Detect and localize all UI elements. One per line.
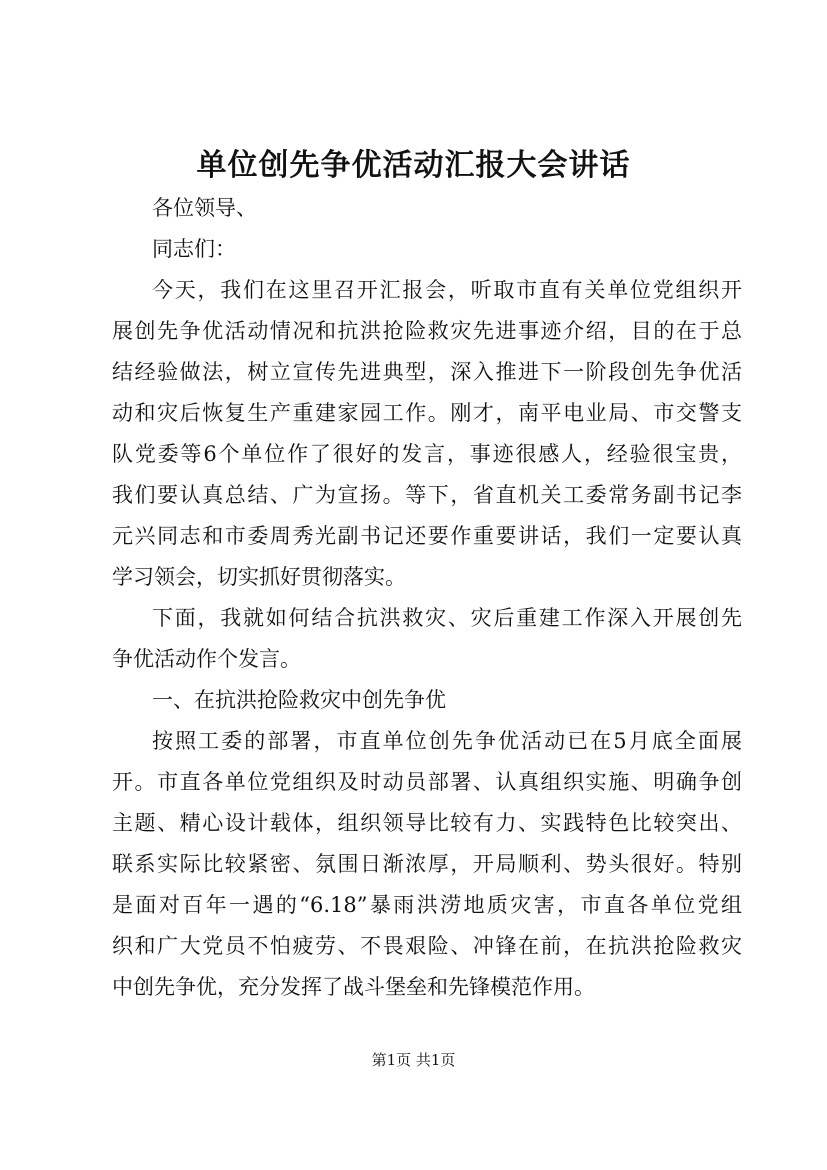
text-line: 展创先争优活动情况和抗洪抢险救灾先进事迹介绍，目的在于总 [112,319,742,343]
text-line: 同志们： [152,237,236,261]
text-line: 动和灾后恢复生产重建家园工作。刚才，南平电业局、市交警支 [112,401,742,425]
text-line: 开。市直各单位党组织及时动员部署、认真组织实施、明确争创 [112,770,742,794]
text-line: 今天，我们在这里召开汇报会，听取市直有关单位党组织开 [152,278,742,302]
page-footer: 第1页 共1页 [371,1051,456,1069]
text-line: 结经验做法，树立宣传先进典型，深入推进下一阶段创先争优活 [112,360,742,384]
text-line: 下面，我就如何结合抗洪救灾、灾后重建工作深入开展创先 [152,606,742,630]
text-line: 元兴同志和市委周秀光副书记还要作重要讲话，我们一定要认真 [112,524,742,548]
text-line: 按照工委的部署，市直单位创先争优活动已在5月底全面展 [152,729,742,753]
text-line: 队党委等6个单位作了很好的发言，事迹很感人，经验很宝贵， [112,442,742,466]
text-line: 争优活动作个发言。 [112,647,301,671]
text-line: 学习领会，切实抓好贯彻落实。 [112,565,406,589]
text-line: 织和广大党员不怕疲劳、不畏艰险、冲锋在前，在抗洪抢险救灾 [112,934,742,958]
text-line: 中创先争优，充分发挥了战斗堡垒和先锋模范作用。 [112,975,595,999]
text-line: 是面对百年一遇的“6.18”暴雨洪涝地质灾害，市直各单位党组 [112,893,742,917]
document-body [112,188,742,1008]
text-line: 联系实际比较紧密、氛围日渐浓厚，开局顺利、势头很好。特别 [112,852,742,876]
document-title: 单位创先争优活动汇报大会讲话 [196,148,631,183]
text-line: 主题、精心设计载体，组织领导比较有力、实践特色比较突出、 [112,811,742,835]
text-line: 我们要认真总结、广为宣扬。等下，省直机关工委常务副书记李 [112,483,742,507]
text-line: 一、在抗洪抢险救灾中创先争优 [152,688,446,712]
text-line: 各位领导、 [152,196,257,220]
